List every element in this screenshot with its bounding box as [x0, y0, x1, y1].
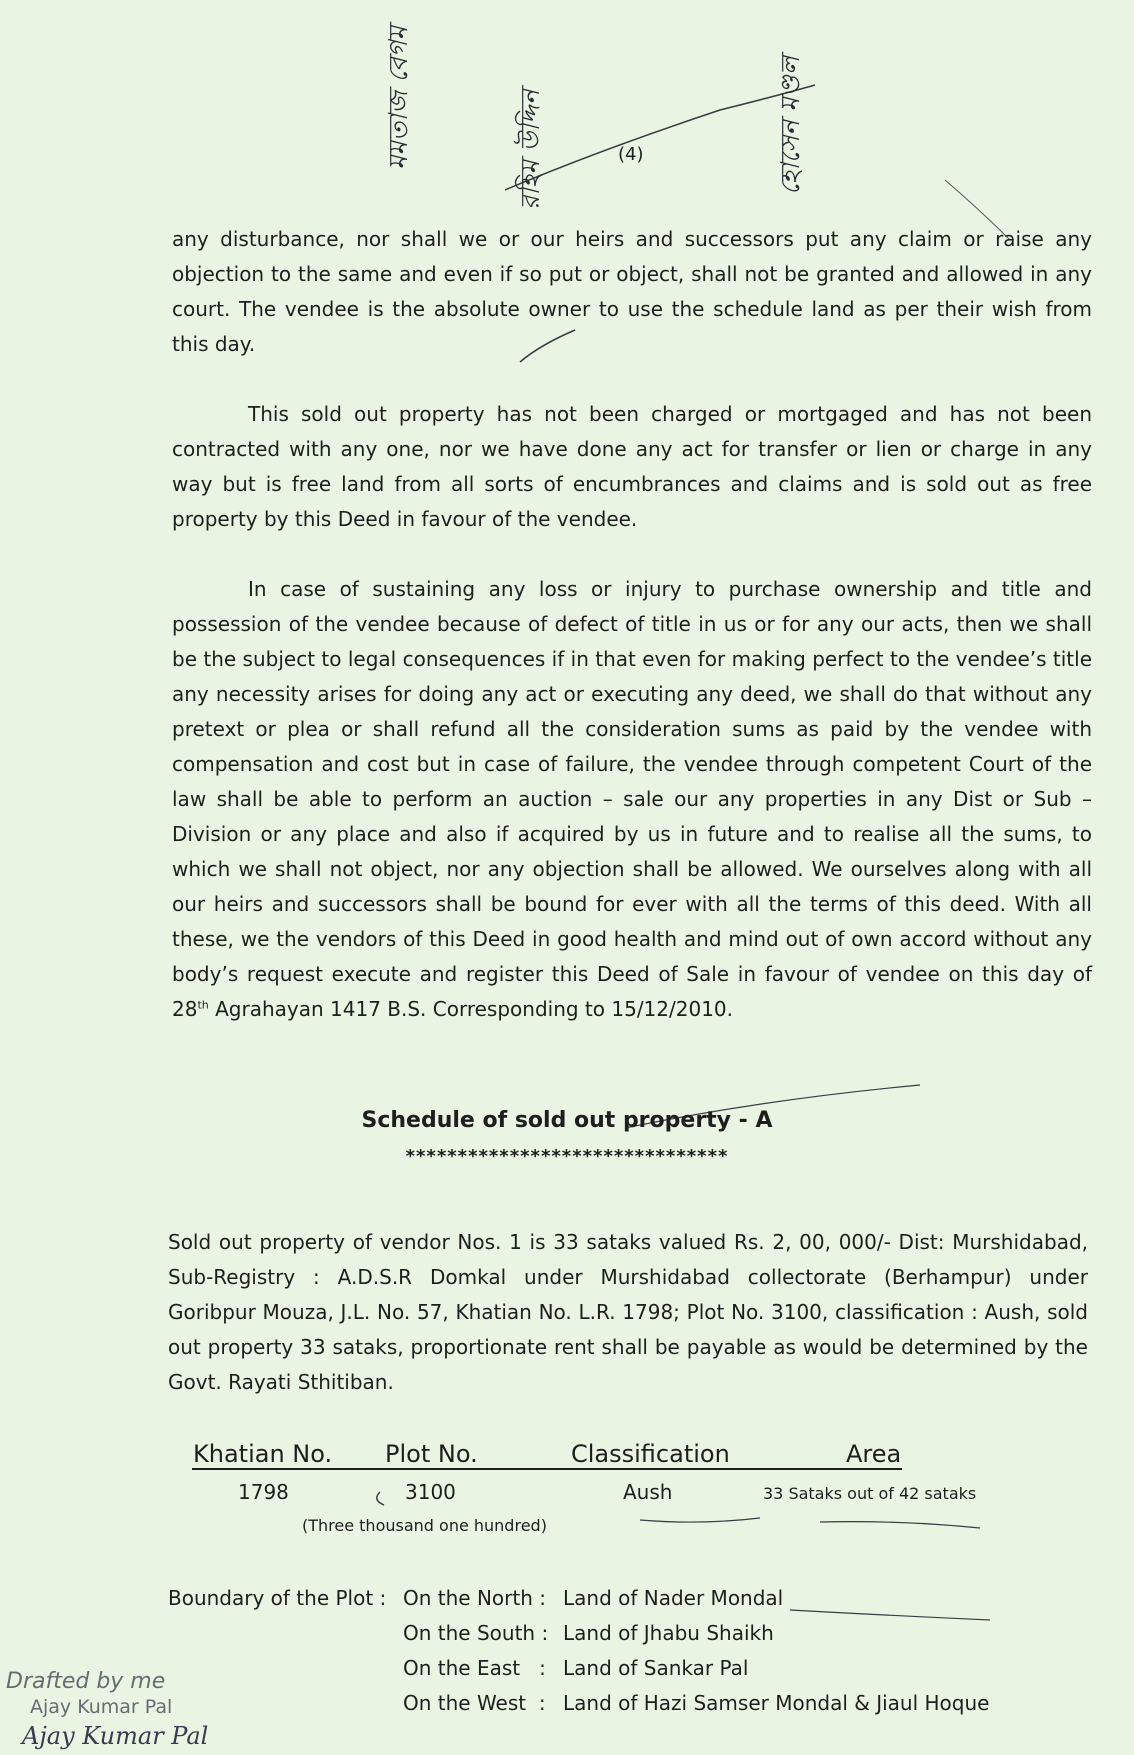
boundary-east-value: Land of Sankar Pal [563, 1656, 749, 1680]
schedule-title: Schedule of sold out property - A [361, 1108, 773, 1133]
paragraph-2: This sold out property has not been charged or mortgaged and has not been contracted with any one, nor we have done any act for transfer or lien or charge in any way but is free land from all sorts of encumbrances and claims and is sold out as free property by this Deed in favour of the vendee. [172, 402, 1092, 531]
boundary-north-label: On the North : [403, 1586, 546, 1610]
drafter-signature: Ajay Kumar Pal [22, 1722, 209, 1750]
paragraph-3-text: In case of sustaining any loss or injury to purchase ownership and title and possession of the vendee because of defect of title in us or for any our acts, then we shall be the subject to legal consequences if in that even for making perfect to the vendee’s title any necessity arises for doing any act or executing any deed, we shall do that without any pretext or plea or shall refund all the consideration sums as paid by the vendee with compensation and cost but in case of failure, the vendee through competent Court of the law shall be able to perform an auction – sale our any properties in any Dist or Sub – Division or any place and also if acquired by us in future and to realise all the sums, to which we shall not object, nor any objection shall be allowed. We ourselves along with all our heirs and successors shall be bound for ever with all the terms of this deed. With all these, we the vendors of this Deed in good health and mind out of own accord without any body’s request execute and register this Deed of Sale in favour of vendee on this day of [172, 577, 1092, 986]
deed-date: 28th Agrahayan 1417 B.S. Corresponding to 15/12/2010. [172, 997, 733, 1021]
boundary-west-label: On the West : [403, 1691, 546, 1715]
boundary-east-label: On the East : [403, 1656, 546, 1680]
header-plot: Plot No. [385, 1440, 478, 1468]
header-area: Area [846, 1440, 902, 1468]
vendor-signature-1: মমতাজ বেগম [384, 26, 414, 170]
vendor-signature-3: হোসেন মণ্ডল [776, 55, 806, 195]
vendor-signature-2: রহিম উদ্দিন [516, 89, 546, 210]
page-number: (4) [618, 144, 644, 165]
header-underline [192, 1468, 902, 1470]
schedule-description: Sold out property of vendor Nos. 1 is 33 sataks valued Rs. 2, 00, 000/- Dist: Murshidabad, Sub-Registry : A.D.S.R Domkal under Murshidabad collectorate (Berhampur) under Goribpur Mouza, J.L. No. 57, Khatian No. L.R. 1798; Plot No. 3100, classification : Aush, sold out property 33 sataks, proportionate rent shall be payable as would be determined by the Govt. Rayati Sthitiban. [168, 1230, 1088, 1394]
cell-area: 33 Sataks out of 42 sataks [763, 1484, 977, 1503]
paragraph-1: any disturbance, nor shall we or our heirs and successors put any claim or raise any objection to the same and even if so put or object, shall not be granted and allowed in any court. The vendee is the absolute owner to use the schedule land as per their wish from this day. [172, 227, 1092, 356]
header-classification: Classification [571, 1440, 730, 1468]
cell-khatian: 1798 [238, 1480, 289, 1504]
boundary-south-label: On the South : [403, 1621, 549, 1645]
boundary-north-value: Land of Nader Mondal [563, 1586, 784, 1610]
cell-classification: Aush [623, 1480, 673, 1504]
stars-divider: ******************************* [405, 1146, 729, 1167]
drafter-name-stamp: Ajay Kumar Pal [30, 1696, 173, 1718]
paragraph-3 [172, 572, 1092, 1027]
plot-in-words: (Three thousand one hundred) [302, 1516, 547, 1535]
boundary-west-value: Land of Hazi Samser Mondal & Jiaul Hoque [563, 1691, 990, 1715]
boundary-south-value: Land of Jhabu Shaikh [563, 1621, 774, 1645]
cell-plot: 3100 [405, 1480, 456, 1504]
boundary-label: Boundary of the Plot : [168, 1586, 387, 1610]
header-khatian: Khatian No. [193, 1440, 333, 1468]
drafted-by-stamp: Drafted by me [6, 1669, 166, 1694]
